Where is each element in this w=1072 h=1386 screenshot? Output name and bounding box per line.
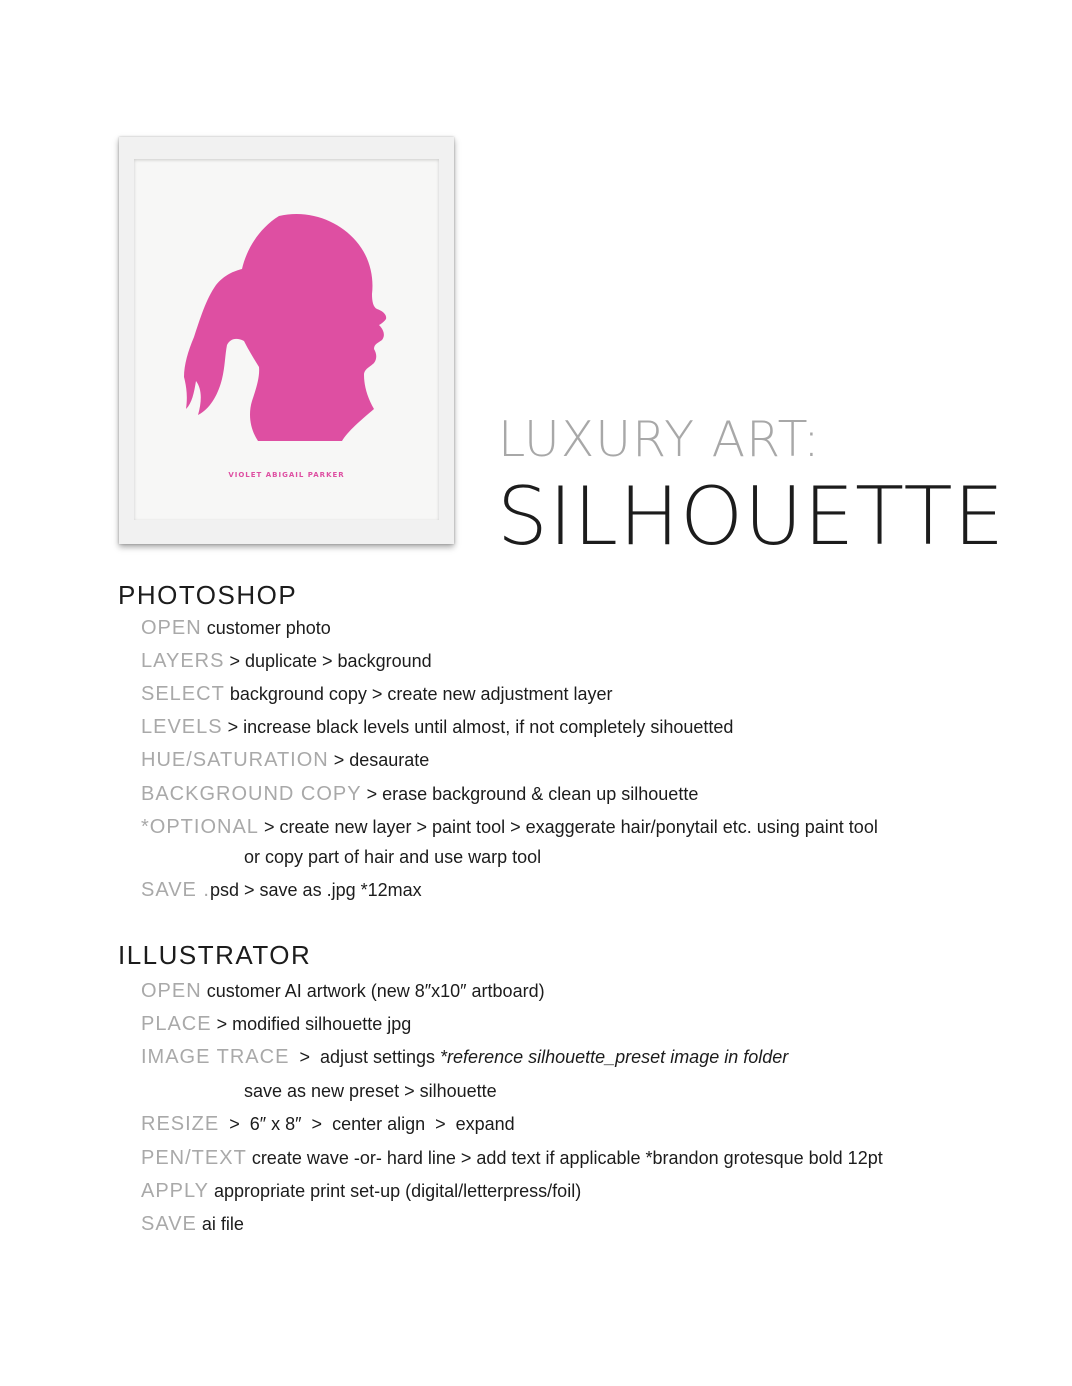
- step-text: ai file: [201, 1214, 244, 1234]
- step-keyword: RESIZE: [141, 1113, 220, 1135]
- illustrator-step: [141, 1013, 411, 1036]
- framed-silhouette-image: [119, 137, 454, 544]
- step-keyword: APPLY: [141, 1180, 209, 1202]
- step-text: > modified silhouette jpg: [216, 1014, 412, 1034]
- title-line-2: SILHOUETTE: [497, 470, 1006, 563]
- step-note: *reference silhouette_preset image in folder: [440, 1047, 789, 1067]
- illustrator-step: [141, 1180, 581, 1203]
- step-text: > create new layer > paint tool > exaggerate hair/ponytail etc. using paint tool: [263, 817, 878, 837]
- illustrator-step: [141, 1147, 883, 1170]
- step-keyword: BACKGROUND COPY: [141, 783, 362, 805]
- title-line-1: LUXURY ART:: [498, 411, 821, 468]
- step-keyword: PLACE: [141, 1013, 212, 1035]
- step-keyword: SAVE .: [141, 879, 210, 901]
- step-text: background copy > create new adjustment layer: [229, 684, 613, 704]
- step-keyword: HUE/SATURATION: [141, 749, 329, 771]
- step-text: > erase background & clean up silhouette: [366, 784, 699, 804]
- section-heading-illustrator: ILLUSTRATOR: [118, 940, 312, 970]
- step-keyword: LAYERS: [141, 650, 225, 672]
- step-continuation: or copy part of hair and use warp tool: [244, 847, 542, 867]
- step-keyword: LEVELS: [141, 716, 223, 738]
- photoshop-step: [141, 879, 422, 902]
- step-text: > desaurate: [333, 750, 430, 770]
- step-continuation: save as new preset > silhouette: [244, 1081, 497, 1101]
- step-text: > increase black levels until almost, if not completely sihouetted: [227, 717, 734, 737]
- step-text: > adjust settings: [294, 1047, 441, 1067]
- step-keyword: PEN/TEXT: [141, 1147, 247, 1169]
- illustrator-step: [141, 1113, 515, 1136]
- artwork-name-caption: VIOLET ABIGAIL PARKER: [228, 471, 345, 479]
- photoshop-step: [141, 783, 698, 806]
- photoshop-step: [141, 816, 878, 839]
- step-text: create wave -or- hard line > add text if applicable *brandon grotesque bold 12pt: [251, 1148, 883, 1168]
- step-keyword: IMAGE TRACE: [141, 1046, 290, 1068]
- photoshop-step: [141, 683, 613, 706]
- frame-mat: [134, 159, 439, 520]
- step-text: psd > save as .jpg *12max: [210, 880, 422, 900]
- step-keyword: OPEN: [141, 980, 202, 1002]
- step-text: > duplicate > background: [229, 651, 432, 671]
- step-text: appropriate print set-up (digital/letterpress/foil): [214, 1181, 582, 1201]
- step-text: > 6″ x 8″ > center align > expand: [224, 1114, 515, 1134]
- illustrator-step: [141, 1046, 788, 1069]
- silhouette-profile: [134, 159, 439, 520]
- step-keyword: OPEN: [141, 617, 202, 639]
- illustrator-step: [141, 980, 545, 1003]
- photoshop-step: [141, 650, 432, 673]
- step-keyword: *OPTIONAL: [141, 816, 259, 838]
- step-text: customer AI artwork (new 8″x10″ artboard): [206, 981, 545, 1001]
- photoshop-step: [141, 617, 331, 640]
- illustrator-step: [141, 1213, 244, 1236]
- step-text: customer photo: [206, 618, 331, 638]
- step-keyword: SAVE: [141, 1213, 197, 1235]
- section-heading-photoshop: PHOTOSHOP: [118, 580, 298, 610]
- step-keyword: SELECT: [141, 683, 225, 705]
- photoshop-step: [141, 716, 733, 739]
- photoshop-step: [141, 749, 429, 772]
